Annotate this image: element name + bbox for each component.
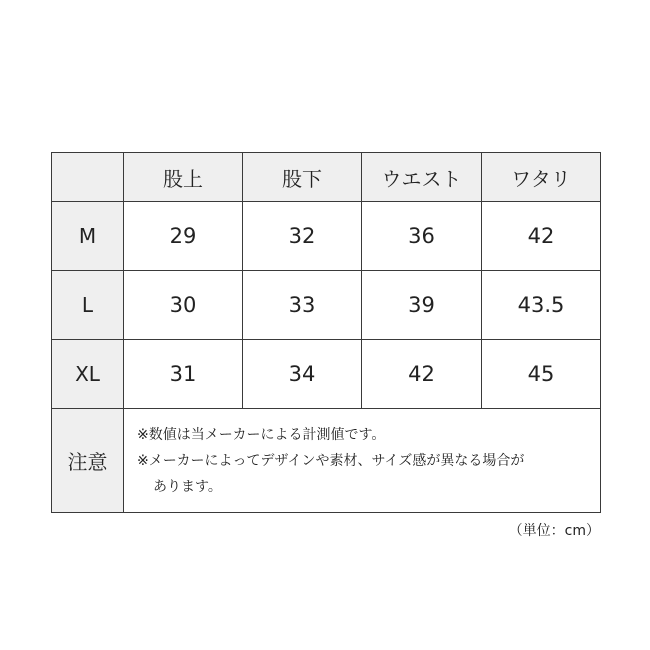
note-row	[52, 409, 601, 513]
table-cell: 36	[362, 202, 482, 271]
header-cell-inseam: 股下	[243, 153, 362, 202]
table-header-row	[52, 153, 601, 202]
header-cell-thigh: ワタリ	[482, 153, 601, 202]
table-cell: 33	[243, 271, 362, 340]
header-cell-waist: ウエスト	[362, 153, 482, 202]
unit-note: （単位：cm）	[508, 523, 600, 539]
note-line: あります。	[153, 478, 222, 495]
table-cell: 30	[124, 271, 243, 340]
size-label: L	[52, 271, 124, 340]
header-corner-cell	[52, 153, 124, 202]
table-row	[52, 202, 601, 271]
table-cell: 34	[243, 340, 362, 409]
table-cell: 31	[124, 340, 243, 409]
size-label: XL	[52, 340, 124, 409]
table-row	[52, 271, 601, 340]
table-row	[52, 340, 601, 409]
size-chart-table	[51, 152, 601, 513]
table-cell: 43.5	[482, 271, 601, 340]
header-cell-rise: 股上	[124, 153, 243, 202]
table-cell: 39	[362, 271, 482, 340]
table-cell: 32	[243, 202, 362, 271]
note-line: ※数値は当メーカーによる計測値です。	[137, 426, 386, 443]
note-line: ※メーカーによってデザインや素材、サイズ感が異なる場合が	[137, 452, 525, 469]
table-cell: 45	[482, 340, 601, 409]
note-label: 注意	[52, 409, 124, 513]
note-content	[124, 409, 601, 513]
table-cell: 42	[362, 340, 482, 409]
table-cell: 42	[482, 202, 601, 271]
size-label: M	[52, 202, 124, 271]
table-cell: 29	[124, 202, 243, 271]
